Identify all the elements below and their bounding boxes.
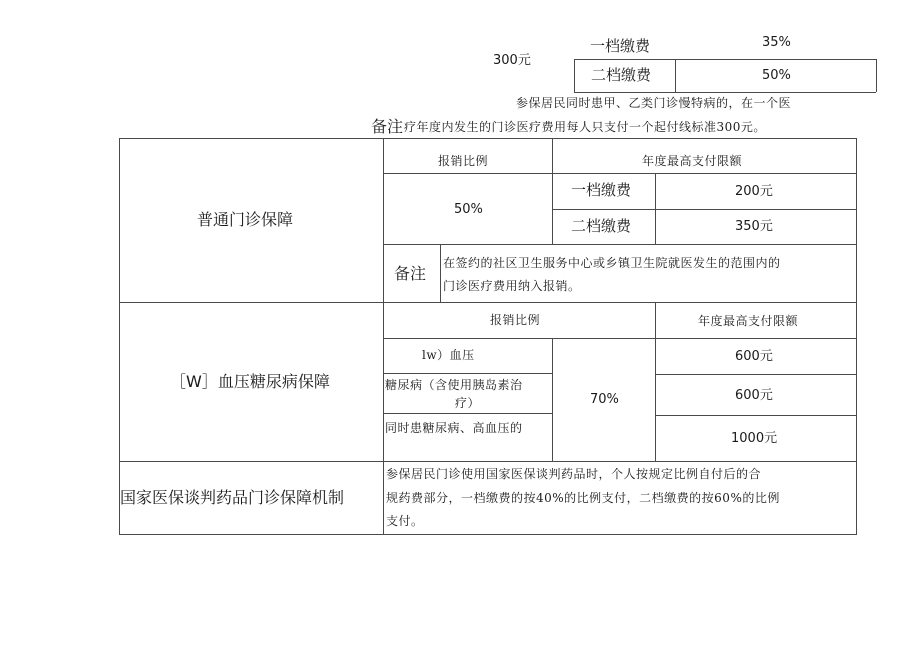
top-note-line2: 疗年度内发生的门诊医疗费用每人只支付一个起付线标准300元。 <box>404 120 766 134</box>
chronic-title: ［W］血压糖尿病保障 <box>170 372 330 391</box>
top-tier2-value: 50% <box>762 68 791 83</box>
chronic-row3-label: 同时患糖尿病、高血压的 <box>385 421 523 435</box>
general-tier1-label: 一档缴费 <box>571 181 632 199</box>
chronic-row1-label: lw）血压 <box>422 348 475 362</box>
top-tier1-value: 35% <box>762 35 791 50</box>
negotiated-line1: 参保居民门诊使用国家医保谈判药品时，个人按规定比例自付后的合 <box>386 467 762 481</box>
chronic-header-limit: 年度最高支付限额 <box>698 314 799 328</box>
negotiated-title: 国家医保谈判药品门诊保障机制 <box>120 488 345 507</box>
general-tier1-value: 200元 <box>735 184 773 199</box>
top-tier1-label: 一档缴费 <box>590 37 651 55</box>
negotiated-line3: 支付。 <box>386 514 424 528</box>
general-note-label: 备注 <box>394 264 427 283</box>
threshold-amount: 300元 <box>493 53 531 68</box>
general-tier2-value: 350元 <box>735 219 773 234</box>
chronic-row2-value: 600元 <box>735 388 773 403</box>
chronic-row1-value: 600元 <box>735 349 773 364</box>
general-title: 普通门诊保障 <box>197 210 294 229</box>
chronic-row2-label-line1: 糖尿病（含使用胰岛素治 <box>385 378 523 392</box>
chronic-row2-label-line2: 疗） <box>455 396 481 410</box>
general-note-line2: 门诊医疗费用纳入报销。 <box>443 279 581 293</box>
top-note-label: 备注 <box>371 117 404 136</box>
general-tier2-label: 二档缴费 <box>571 217 632 235</box>
top-tier2-label: 二档缴费 <box>591 66 652 84</box>
general-header-limit: 年度最高支付限额 <box>642 154 743 168</box>
chronic-header-ratio: 报销比例 <box>490 313 541 327</box>
chronic-ratio: 70% <box>590 392 619 407</box>
negotiated-line2: 规药费部分，一档缴费的按40%的比例支付，二档缴费的按60%的比例 <box>386 491 780 505</box>
general-header-ratio: 报销比例 <box>438 154 489 168</box>
chronic-row3-value: 1000元 <box>731 431 778 446</box>
general-ratio: 50% <box>454 202 483 217</box>
top-note-line1: 参保居民同时患甲、乙类门诊慢特病的，在一个医 <box>516 96 792 110</box>
general-note-line1: 在签约的社区卫生服务中心或乡镇卫生院就医发生的范围内的 <box>443 256 781 270</box>
